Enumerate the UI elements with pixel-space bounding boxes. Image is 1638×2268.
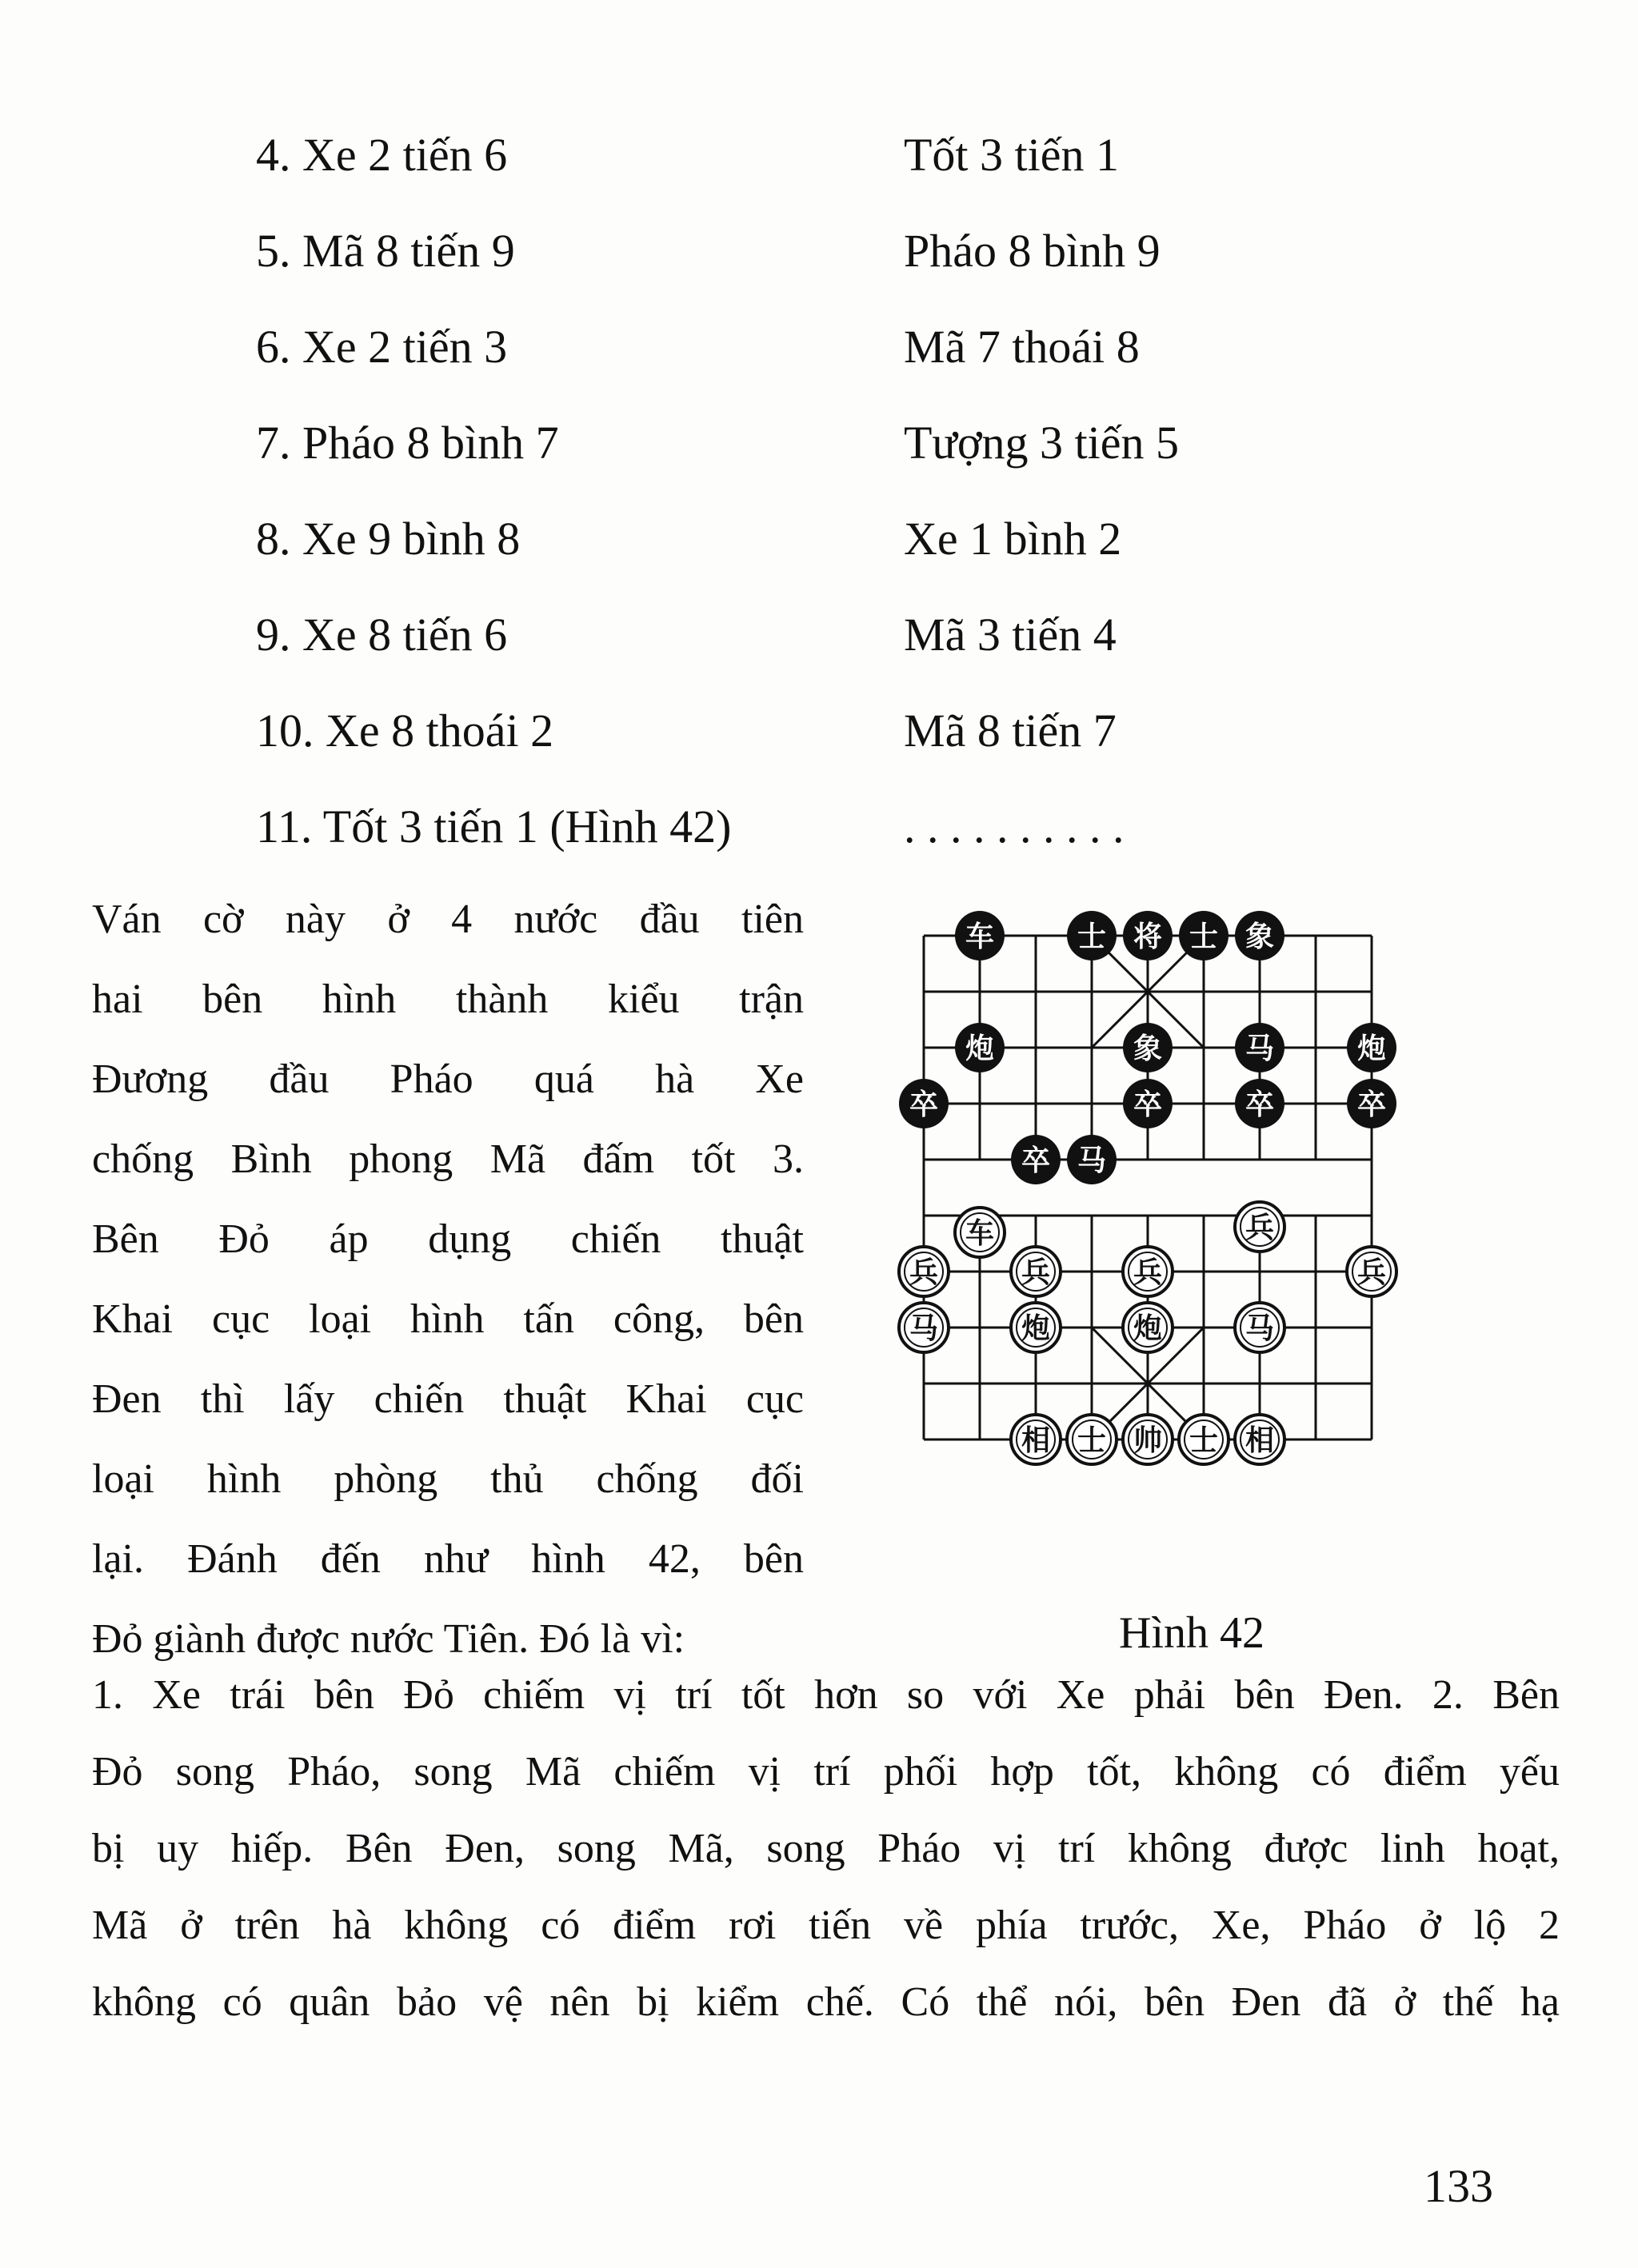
- paragraph-line: Mã ở trên hà không có điểm rơi tiến về phía trước, Xe, Pháo ở lộ 2: [92, 1903, 1560, 1948]
- piece-glyph: 炮: [1356, 1032, 1387, 1065]
- black-piece: [1235, 1023, 1284, 1072]
- move-black: Xe 1 bình 2: [904, 513, 1122, 565]
- red-piece: [1011, 1247, 1061, 1296]
- piece-glyph: 卒: [1133, 1088, 1163, 1121]
- black-piece: [899, 1079, 949, 1128]
- red-piece: [955, 1208, 1005, 1257]
- paragraph-line: lại. Đánh đến như hình 42, bên: [92, 1536, 804, 1582]
- black-piece: [1179, 911, 1228, 960]
- piece-glyph: 兵: [909, 1256, 939, 1289]
- red-piece: [1347, 1247, 1396, 1296]
- paragraph-line: loại hình phòng thủ chống đối: [92, 1456, 804, 1502]
- chess-diagram: [868, 880, 1476, 1599]
- red-piece: [1235, 1202, 1284, 1252]
- piece-glyph: 士: [1189, 1424, 1219, 1457]
- black-piece: [1067, 911, 1117, 960]
- paragraph-line: không có quân bảo vệ nên bị kiểm chế. Có thể nói, bên Đen đã ở thế hạ: [92, 1979, 1560, 2025]
- move-red: 9. Xe 8 tiến 6: [256, 609, 508, 661]
- piece-glyph: 炮: [1021, 1312, 1051, 1345]
- piece-glyph: 兵: [1133, 1256, 1163, 1289]
- red-piece: [899, 1303, 949, 1352]
- piece-glyph: 兵: [1021, 1256, 1051, 1289]
- move-black: Tượng 3 tiến 5: [904, 417, 1180, 469]
- commentary-paragraph: [92, 880, 804, 1679]
- paragraph-line: Ván cờ này ở 4 nước đầu tiên: [92, 896, 804, 942]
- black-piece: [1123, 911, 1173, 960]
- red-piece: [1011, 1415, 1061, 1464]
- black-piece: [1011, 1135, 1061, 1184]
- piece-glyph: 卒: [1021, 1144, 1051, 1177]
- piece-glyph: 马: [909, 1312, 939, 1345]
- paragraph-line: Đương đầu Pháo quá hà Xe: [92, 1056, 804, 1102]
- piece-glyph: 象: [1244, 920, 1275, 953]
- red-piece: [1123, 1415, 1173, 1464]
- page-number: 133: [1424, 2160, 1493, 2212]
- piece-glyph: 卒: [1244, 1088, 1275, 1121]
- black-piece: [1347, 1023, 1396, 1072]
- piece-glyph: 兵: [1356, 1256, 1387, 1289]
- move-black: Tốt 3 tiến 1: [904, 129, 1120, 181]
- black-piece: [1347, 1079, 1396, 1128]
- bottom-paragraph: [92, 1671, 1560, 2055]
- paragraph-line: Đỏ giành được nước Tiên. Đó là vì:: [92, 1616, 685, 1662]
- move-black: Mã 3 tiến 4: [904, 609, 1117, 661]
- red-piece: [1235, 1303, 1284, 1352]
- move-red: 10. Xe 8 thoái 2: [256, 705, 554, 757]
- piece-glyph: 士: [1077, 1424, 1107, 1457]
- paragraph-line: Bên Đỏ áp dụng chiến thuật: [92, 1216, 804, 1262]
- piece-glyph: 将: [1133, 920, 1163, 953]
- move-black: Pháo 8 bình 9: [904, 225, 1161, 277]
- red-piece: [1123, 1303, 1173, 1352]
- black-piece: [1123, 1079, 1173, 1128]
- black-piece: [1235, 1079, 1284, 1128]
- piece-glyph: 帅: [1133, 1424, 1163, 1457]
- paragraph-line: Đen thì lấy chiến thuật Khai cục: [92, 1376, 804, 1422]
- piece-glyph: 炮: [1133, 1312, 1163, 1345]
- piece-glyph: 车: [965, 1217, 995, 1250]
- piece-glyph: 卒: [1356, 1088, 1387, 1121]
- paragraph-line: bị uy hiếp. Bên Đen, song Mã, song Pháo vị trí không được linh hoạt,: [92, 1826, 1560, 1871]
- paragraph-line: Đỏ song Pháo, song Mã chiếm vị trí phối hợp tốt, không có điểm yếu: [92, 1749, 1560, 1795]
- black-piece: [1235, 911, 1284, 960]
- move-red: 4. Xe 2 tiến 6: [256, 129, 508, 181]
- black-piece: [955, 911, 1005, 960]
- piece-glyph: 士: [1077, 920, 1107, 953]
- piece-glyph: 马: [1077, 1144, 1107, 1177]
- move-red: 6. Xe 2 tiến 3: [256, 321, 508, 373]
- piece-glyph: 相: [1021, 1424, 1051, 1457]
- paragraph-line: hai bên hình thành kiểu trận: [92, 976, 804, 1022]
- piece-glyph: 车: [965, 920, 995, 953]
- red-piece: [1011, 1303, 1061, 1352]
- paragraph-line: 1. Xe trái bên Đỏ chiếm vị trí tốt hơn so với Xe phải bên Đen. 2. Bên: [92, 1672, 1560, 1718]
- paragraph-line: Khai cục loại hình tấn công, bên: [92, 1296, 804, 1342]
- piece-glyph: 象: [1133, 1032, 1163, 1065]
- paragraph-line: chống Bình phong Mã đấm tốt 3.: [92, 1136, 804, 1182]
- piece-glyph: 相: [1244, 1424, 1275, 1457]
- piece-glyph: 马: [1244, 1032, 1275, 1065]
- piece-glyph: 兵: [1244, 1212, 1275, 1244]
- black-piece: [1123, 1023, 1173, 1072]
- move-black: Mã 7 thoái 8: [904, 321, 1140, 373]
- piece-glyph: 炮: [965, 1032, 995, 1065]
- move-red: 7. Pháo 8 bình 7: [256, 417, 559, 469]
- red-piece: [899, 1247, 949, 1296]
- red-piece: [1235, 1415, 1284, 1464]
- move-black: Mã 8 tiến 7: [904, 705, 1117, 757]
- red-piece: [1123, 1247, 1173, 1296]
- piece-glyph: 卒: [909, 1088, 939, 1121]
- move-red: 5. Mã 8 tiến 9: [256, 225, 515, 277]
- piece-glyph: 马: [1244, 1312, 1275, 1345]
- move-red: 11. Tốt 3 tiến 1 (Hình 42): [256, 801, 732, 852]
- red-piece: [1067, 1415, 1117, 1464]
- black-piece: [955, 1023, 1005, 1072]
- piece-glyph: 士: [1189, 920, 1219, 953]
- move-black: . . . . . . . . . .: [904, 801, 1125, 852]
- move-red: 8. Xe 9 bình 8: [256, 513, 521, 565]
- red-piece: [1179, 1415, 1228, 1464]
- figure-caption: Hình 42: [1119, 1608, 1264, 1658]
- black-piece: [1067, 1135, 1117, 1184]
